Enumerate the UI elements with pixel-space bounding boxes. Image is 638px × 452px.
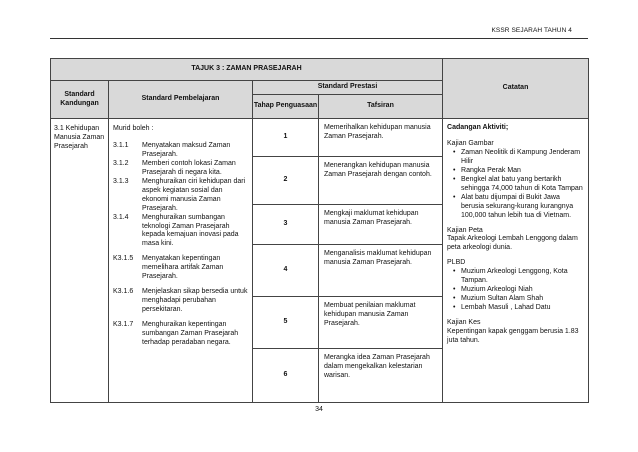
tahap-level: 6 — [253, 349, 319, 403]
pembelajaran-code: 3.1.1 — [113, 141, 129, 149]
pembelajaran-text: Memberi contoh lokasi Zaman Prasejarah di negara kita. — [142, 159, 236, 176]
pembelajaran-item — [113, 142, 249, 160]
plbd-list — [447, 268, 584, 313]
list-item: • Bengkel alat batu yang bertarikh sehingga 74,000 tahun di Kota Tampan — [461, 176, 584, 194]
tafsiran-text: Memerihalkan kehidupan manusia Zaman Prasejarah. — [319, 119, 443, 157]
kajian-gambar-section — [447, 140, 584, 221]
pembelajaran-text: Menghuraikan kepentingan sumbangan Zaman Prasejarah terhadap peradaban negara. — [142, 321, 239, 347]
standard-pembelajaran-header: Standard Pembelajaran — [109, 81, 253, 119]
list-item: • Muzium Sultan Alam Shah — [461, 295, 584, 304]
kajian-gambar-list — [447, 149, 584, 221]
pembelajaran-code: K3.1.7 — [113, 321, 134, 329]
pembelajaran-code: 3.1.2 — [113, 159, 129, 167]
pembelajaran-k-item — [113, 255, 249, 282]
pembelajaran-item — [113, 178, 249, 214]
tahap-level: 5 — [253, 297, 319, 349]
tafsiran-text: Menganalisis maklumat kehidupan manusia Zaman Prasejarah. — [319, 245, 443, 297]
pembelajaran-code: K3.1.5 — [113, 255, 134, 263]
kajian-kes-label: Kajian Kes — [447, 319, 481, 327]
list-item: • Lembah Masuli , Lahad Datu — [461, 304, 584, 313]
curriculum-table — [50, 58, 589, 403]
pembelajaran-intro: Murid boleh : — [113, 125, 154, 132]
tafsiran-text: Menerangkan kehidupan manusia Zaman Prasejarah dengan contoh. — [319, 157, 443, 205]
plbd-section — [447, 259, 584, 313]
tahap-level: 2 — [253, 157, 319, 205]
pembelajaran-item — [113, 160, 249, 178]
pembelajaran-text: Menghuraikan sumbangan teknologi Zaman Prasejarah kepada kemajuan inovasi pada masa kini. — [142, 213, 239, 248]
list-item: • Alat batu dijumpai di Bukit Jawa berusia sekurang-kurang kurangnya 100,000 tahun lebih tua di Vietnam. — [461, 194, 584, 221]
running-header: KSSR SEJARAH TAHUN 4 — [491, 27, 572, 34]
tafsiran-text: Merangka idea Zaman Prasejarah dalam mengekalkan kelestarian warisan. — [319, 349, 443, 403]
pembelajaran-text: Menghuraikan ciri kehidupan dari aspek kegiatan sosial dan ekonomi manusia Zaman Prasejarah. — [142, 177, 246, 212]
pembelajaran-code: 3.1.4 — [113, 213, 129, 221]
tafsiran-text: Membuat penilaian maklumat kehidupan manusia Zaman Prasejarah. — [319, 297, 443, 349]
tahap-header: Tahap Penguasaan — [253, 95, 319, 119]
pembelajaran-code: K3.1.6 — [113, 288, 134, 296]
plbd-label: PLBD — [447, 259, 466, 267]
pembelajaran-text: Menjelaskan sikap bersedia untuk menghadapi perubahan persekitaran. — [142, 288, 248, 314]
standard-pembelajaran-cell — [109, 119, 253, 403]
standard-kandungan-header: Standard Kandungan — [51, 81, 109, 119]
kajian-peta-text: Tapak Arkeologi Lembah Lenggong dalam peta arkeologi dunia. — [447, 235, 578, 252]
catatan-cell — [443, 119, 589, 403]
kajian-kes-text: Kepentingan kapak genggam berusia 1.83 juta tahun. — [447, 328, 579, 345]
pembelajaran-item — [113, 214, 249, 250]
standard-prestasi-header: Standard Prestasi — [253, 81, 443, 95]
tahap-level: 1 — [253, 119, 319, 157]
kajian-gambar-label: Kajian Gambar — [447, 139, 494, 147]
pembelajaran-code: 3.1.3 — [113, 177, 129, 185]
kajian-peta-label: Kajian Peta — [447, 226, 483, 234]
kajian-kes-section — [447, 319, 584, 346]
topic-title: TAJUK 3 : ZAMAN PRASEJARAH — [51, 59, 443, 81]
tahap-level: 4 — [253, 245, 319, 297]
cadangan-aktiviti-title: Cadangan Aktiviti; — [447, 124, 509, 131]
pembelajaran-text: Menyatakan maksud Zaman Prasejarah. — [142, 141, 231, 158]
kajian-peta-section — [447, 227, 584, 254]
tafsiran-header: Tafsiran — [319, 95, 443, 119]
pembelajaran-text: Menyatakan kepentingan memelihara artifak Zaman Prasejarah. — [142, 255, 224, 281]
standard-kandungan-cell — [51, 119, 109, 403]
standard-kandungan-text: 3.1 Kehidupan Manusia Zaman Prasejarah — [54, 125, 105, 150]
list-item: • Muzium Arkeologi Lenggong, Kota Tampan. — [461, 268, 584, 286]
pembelajaran-k-item — [113, 288, 249, 315]
catatan-header: Catatan — [443, 59, 589, 119]
list-item: • Zaman Neolitik di Kampung Jenderam Hilir — [461, 149, 584, 167]
list-item: • Rangka Perak Man — [461, 167, 584, 176]
pembelajaran-k-item — [113, 321, 249, 348]
list-item: • Muzium Arkeologi Niah — [461, 286, 584, 295]
header-rule — [50, 38, 588, 39]
tahap-level: 3 — [253, 205, 319, 245]
tafsiran-text: Mengkaji maklumat kehidupan manusia Zaman Prasejarah. — [319, 205, 443, 245]
page-number: 34 — [315, 406, 323, 413]
